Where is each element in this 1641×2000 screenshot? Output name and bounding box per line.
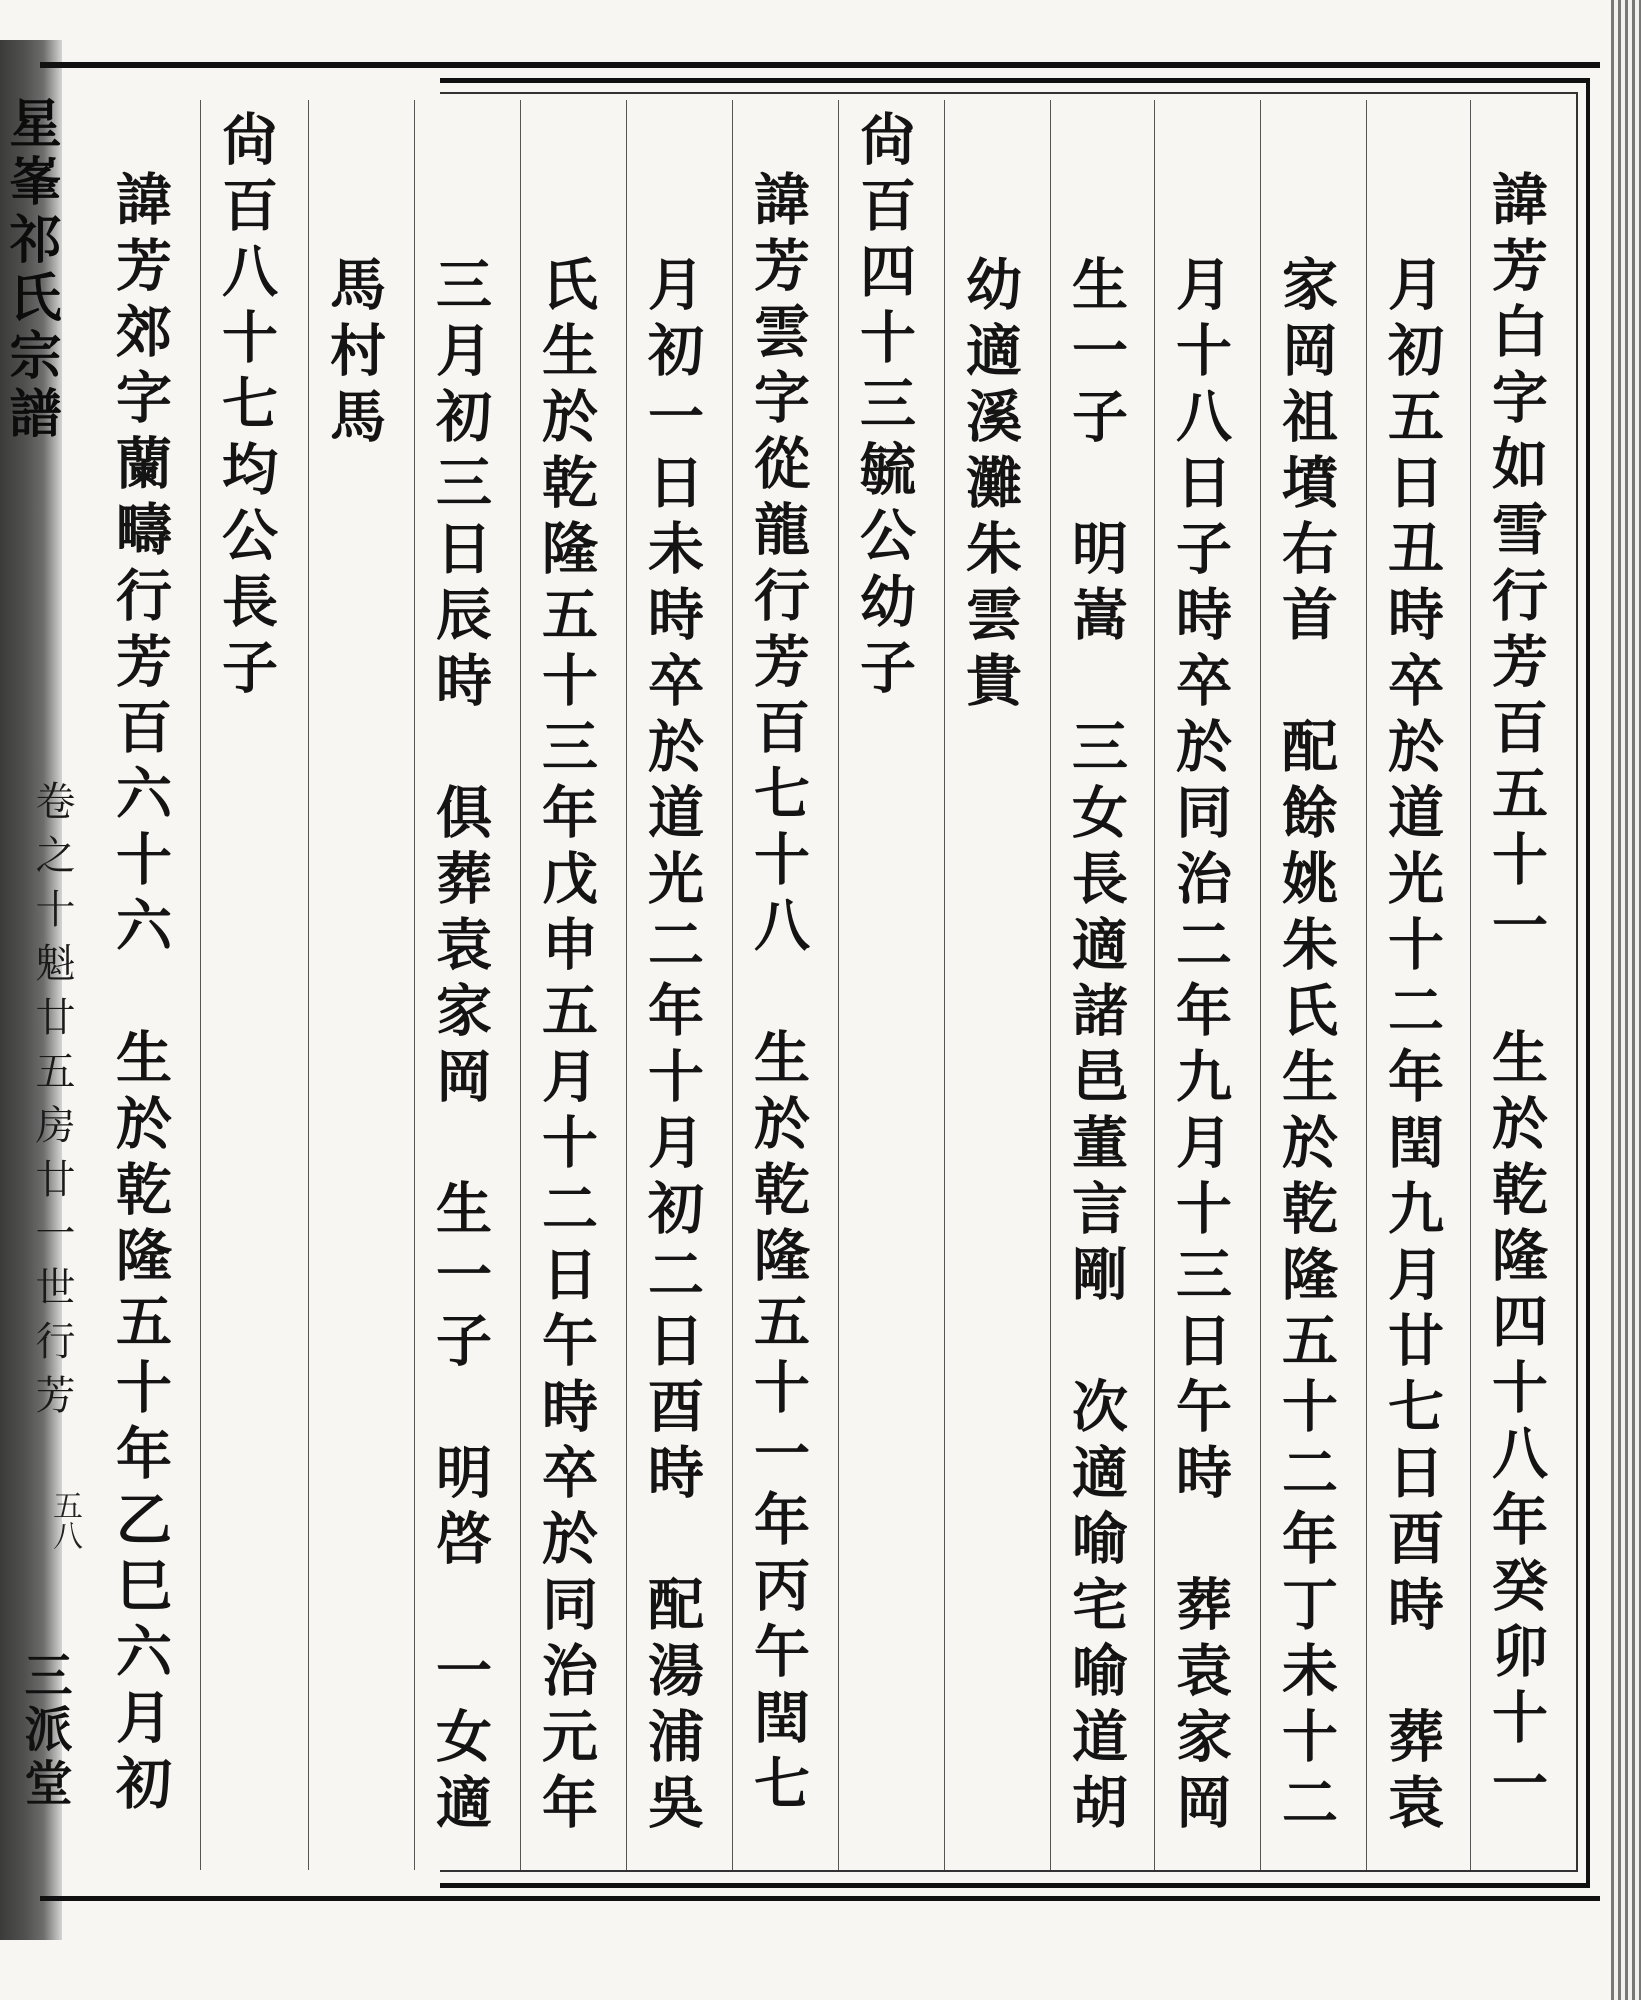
text-column-3: 家岡祖墳右首 配餘姚朱氏生於乾隆五十二年丁未十二 xyxy=(1273,255,1339,1839)
column-divider xyxy=(732,100,733,1870)
column-divider xyxy=(520,100,521,1870)
text-column-7: 尙百四十三毓公幼子 xyxy=(851,110,917,704)
folio-number: 五八 xyxy=(47,1490,82,1550)
text-column-13: 尙百八十七均公長子 xyxy=(213,110,279,704)
column-divider xyxy=(1050,100,1051,1870)
column-divider xyxy=(1366,100,1367,1870)
text-column-11: 三月初三日辰時 俱葬袁家岡 生一子 明啓 一女適 xyxy=(427,255,493,1839)
hall-name: 三派堂 xyxy=(16,1650,72,1812)
volume-and-lineage xyxy=(24,780,81,1428)
text-column-4: 月十八日子時卒於同治二年九月十三日午時 葬袁家岡 xyxy=(1167,255,1233,1839)
volume-label: 卷之十 xyxy=(29,780,75,942)
top-border-rule xyxy=(40,62,1600,68)
text-column-12: 馬村馬 xyxy=(321,255,387,453)
book-title: 星峯祁氏宗譜 xyxy=(0,96,61,444)
text-column-1: 諱芳白字如雪行芳百五十一 生於乾隆四十八年癸卯十一 xyxy=(1483,170,1549,1820)
page-edge-stack xyxy=(1611,0,1641,2000)
text-column-8: 諱芳雲字從龍行芳百七十八 生於乾隆五十一年丙午閏七 xyxy=(745,170,811,1820)
lineage-label: 魁廿五房廿一世行芳 xyxy=(29,942,75,1428)
text-column-5: 生一子 明嵩 三女長適諸邑董言剛 次適喻宅喻道胡 xyxy=(1063,255,1129,1839)
text-column-9: 月初一日未時卒於道光二年十月初二日酉時 配湯浦吳 xyxy=(639,255,705,1839)
column-divider xyxy=(838,100,839,1870)
text-column-14: 諱芳郊字蘭疇行芳百六十六 生於乾隆五十年乙巳六月初 xyxy=(107,170,173,1820)
column-divider xyxy=(308,100,309,1870)
column-divider xyxy=(414,100,415,1870)
column-divider xyxy=(944,100,945,1870)
text-column-6: 幼適溪灘朱雲貴 xyxy=(957,255,1023,717)
column-divider xyxy=(1260,100,1261,1870)
column-divider xyxy=(1470,100,1471,1870)
bottom-border-rule xyxy=(40,1896,1600,1901)
text-column-10: 氏生於乾隆五十三年戊申五月十二日午時卒於同治元年 xyxy=(533,255,599,1839)
column-divider xyxy=(200,100,201,1870)
text-column-2: 月初五日丑時卒於道光十二年閏九月廿七日酉時 葬袁 xyxy=(1379,255,1445,1839)
column-divider xyxy=(626,100,627,1870)
column-divider xyxy=(1154,100,1155,1870)
